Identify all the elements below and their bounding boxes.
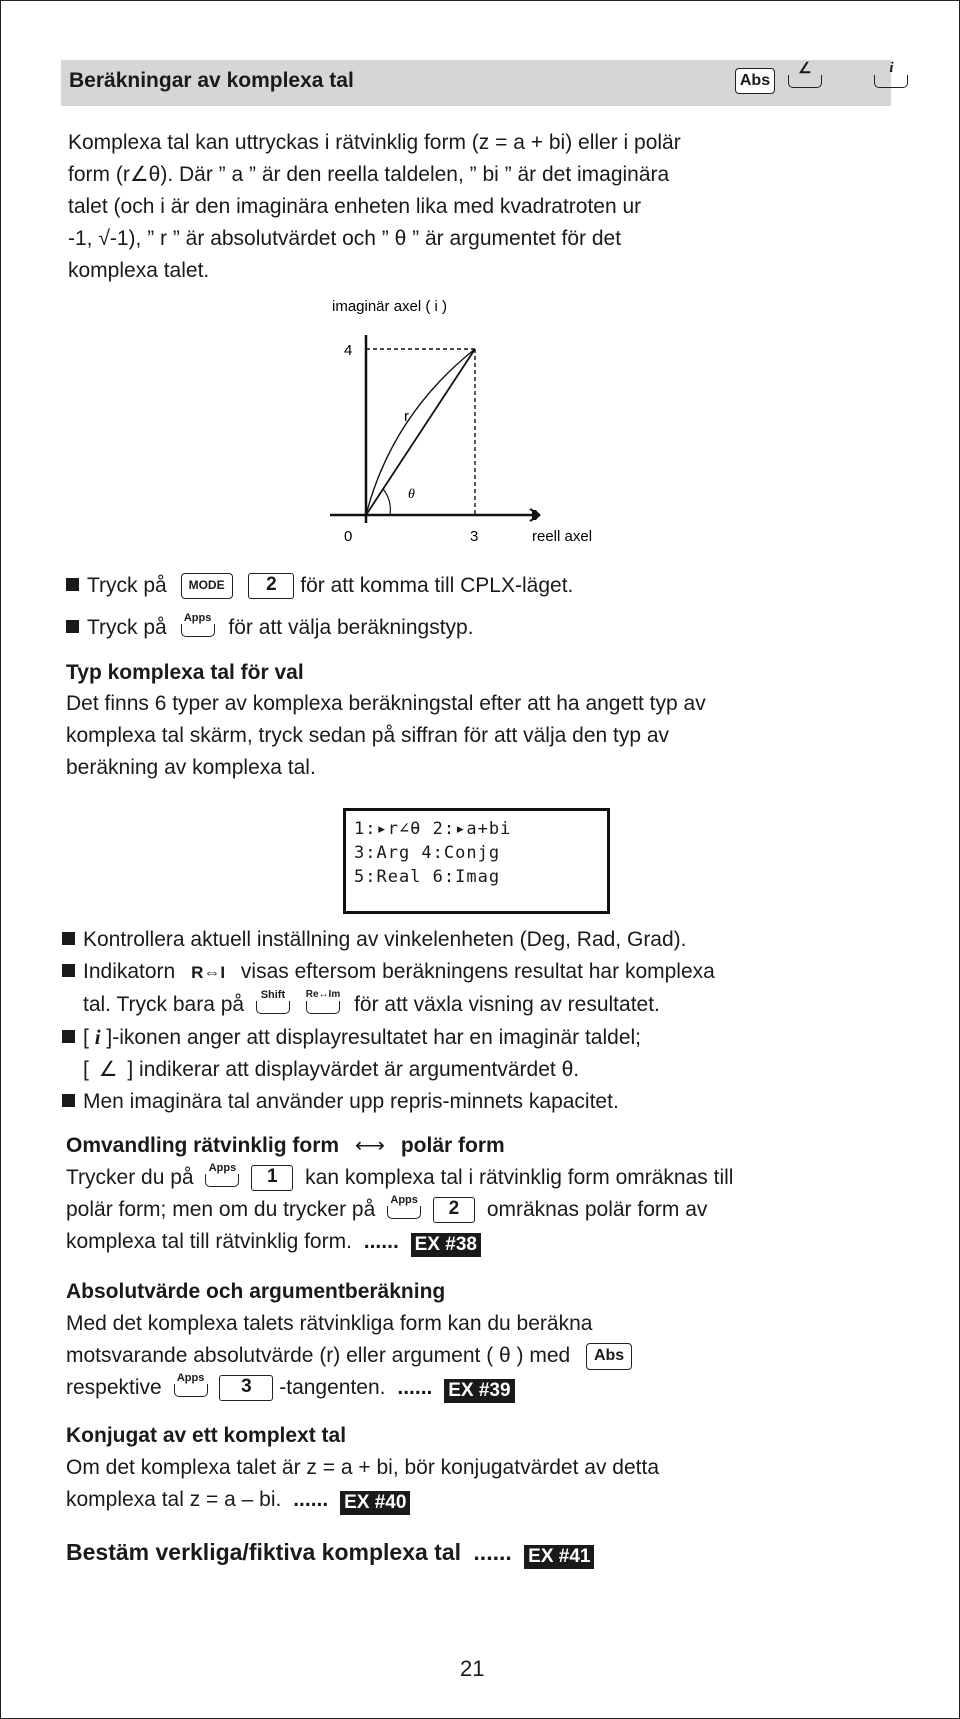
x-tick-3: 3	[470, 528, 479, 545]
ri-indicator: R⇔I	[191, 963, 226, 982]
typ-heading: Typ komplexa tal för val	[66, 661, 304, 684]
typ-section: Typ komplexa tal för val Det finns 6 typer av komplexa beräkningstal efter att ha angett typ av komplexa tal skärm, tryck sedan på siffran för att välja den typ av beräkning av komplexa tal.	[66, 658, 916, 784]
lcd-row-2: 3:Arg 4:Conjg	[354, 843, 501, 863]
conversion-heading: Omvandling rätvinklig form ⟷ polär form	[66, 1134, 505, 1157]
bullet-icon	[66, 578, 79, 591]
conjugate-section: Konjugat av ett komplext tal Om det komplexa talet är z = a + bi, bör konjugatvärdet av detta komplexa tal z = a – bi. ...... EX #40	[66, 1420, 936, 1516]
bullet-icon	[62, 1030, 75, 1043]
r-label: r	[404, 408, 409, 425]
bullet-icon	[62, 1094, 75, 1107]
lcd-menu-screen	[343, 808, 610, 914]
absolute-heading: Absolutvärde och argumentberäkning	[66, 1280, 446, 1303]
shift-key: Shift	[256, 989, 290, 1014]
mode-key: MODE	[181, 573, 233, 599]
section-header	[61, 59, 894, 106]
apps-key: Apps	[181, 612, 215, 637]
theta-label: θ	[408, 487, 415, 502]
bullet-icon	[62, 964, 75, 977]
intro-paragraph: Komplexa tal kan uttryckas i rätvinklig form (z = a + bi) eller i polär form (r∠θ). Där ” a ” är den reella taldelen, ” bi ” är det imaginära talet (och i är den imaginära enheten lika med kvadratroten ur -1, √-1), ” r ” är absolutvärdet och ” θ ” är argumentet för det komplexa talet.	[68, 131, 681, 282]
key-1: 1	[251, 1165, 293, 1191]
step-mode: Tryck på MODE 2 för att komma till CPLX-läget.	[66, 570, 573, 602]
key-3: 3	[219, 1375, 273, 1401]
example-39-badge[interactable]: EX #39	[444, 1379, 514, 1403]
apps-key: Apps	[174, 1372, 208, 1397]
re-im-key: Re↔Im	[306, 989, 340, 1014]
apps-key: Apps	[387, 1194, 421, 1219]
page-number: 21	[460, 1656, 485, 1681]
key-2: 2	[433, 1197, 475, 1223]
real-imag-heading: Bestäm verkliga/fiktiva komplexa tal	[66, 1539, 462, 1565]
bullet-icon	[62, 932, 75, 945]
imaginary-indicator: i	[94, 1025, 101, 1049]
lcd-row-1: 1:▸r∠θ 2:▸a+bi	[354, 819, 512, 839]
complex-plane-diagram	[300, 295, 620, 555]
real-imag-section: Bestäm verkliga/fiktiva komplexa tal ...... EX #41	[66, 1536, 936, 1569]
page-title: Beräkningar av komplexa tal	[69, 69, 354, 92]
absolute-section: Absolutvärde och argumentberäkning Med det komplexa talets rätvinkliga form kan du beräkna motsvarande absolutvärde (r) eller argument ( θ ) med Abs respektive Apps 3 -tangenten. ...... EX #39	[66, 1276, 936, 1404]
x-tick-0: 0	[344, 528, 353, 545]
y-axis-label: imaginär axel ( i )	[332, 298, 448, 315]
example-40-badge[interactable]: EX #40	[340, 1491, 410, 1515]
key-2: 2	[248, 573, 294, 599]
conversion-section: Omvandling rätvinklig form ⟷ polär form Trycker du på Apps 1 kan komplexa tal i rätvinklig form omräknas till polär form; men om du trycker på Apps 2 omräknas polär form av komplexa tal till rätvinklig form. ...... EX #38	[66, 1130, 936, 1258]
imaginary-key: i	[873, 62, 909, 88]
abs-key: Abs	[735, 68, 775, 94]
angle-key: ∠	[787, 63, 823, 88]
bullet-icon	[66, 620, 79, 633]
step-apps: Tryck på Apps för att välja beräkningstyp.	[66, 612, 474, 644]
x-axis-label: reell axel	[532, 528, 593, 545]
double-arrow-icon: ⟷	[354, 1134, 385, 1157]
notes: Kontrollera aktuell inställning av vinkelenheten (Deg, Rad, Grad). Indikatorn R⇔I visas eftersom beräkningens resultat har komplexa tal. Tryck bara på Shift Re↔Im för att växla visning av resultatet. [ i ]-ikonen anger att displayresultatet har en imaginär taldel; [ ∠ ] indikerar att displayvärdet är argumentvärdet θ. Men imaginära tal använder upp repris-minnets kapacitet.	[62, 924, 932, 1118]
apps-key: Apps	[205, 1162, 239, 1187]
y-tick-4: 4	[344, 342, 353, 359]
angle-indicator: ∠	[98, 1058, 118, 1081]
lcd-row-3: 5:Real 6:Imag	[354, 867, 501, 887]
conjugate-heading: Konjugat av ett komplext tal	[66, 1424, 347, 1447]
abs-key: Abs	[586, 1343, 632, 1370]
example-38-badge[interactable]: EX #38	[411, 1233, 481, 1257]
example-41-badge[interactable]: EX #41	[524, 1545, 594, 1569]
